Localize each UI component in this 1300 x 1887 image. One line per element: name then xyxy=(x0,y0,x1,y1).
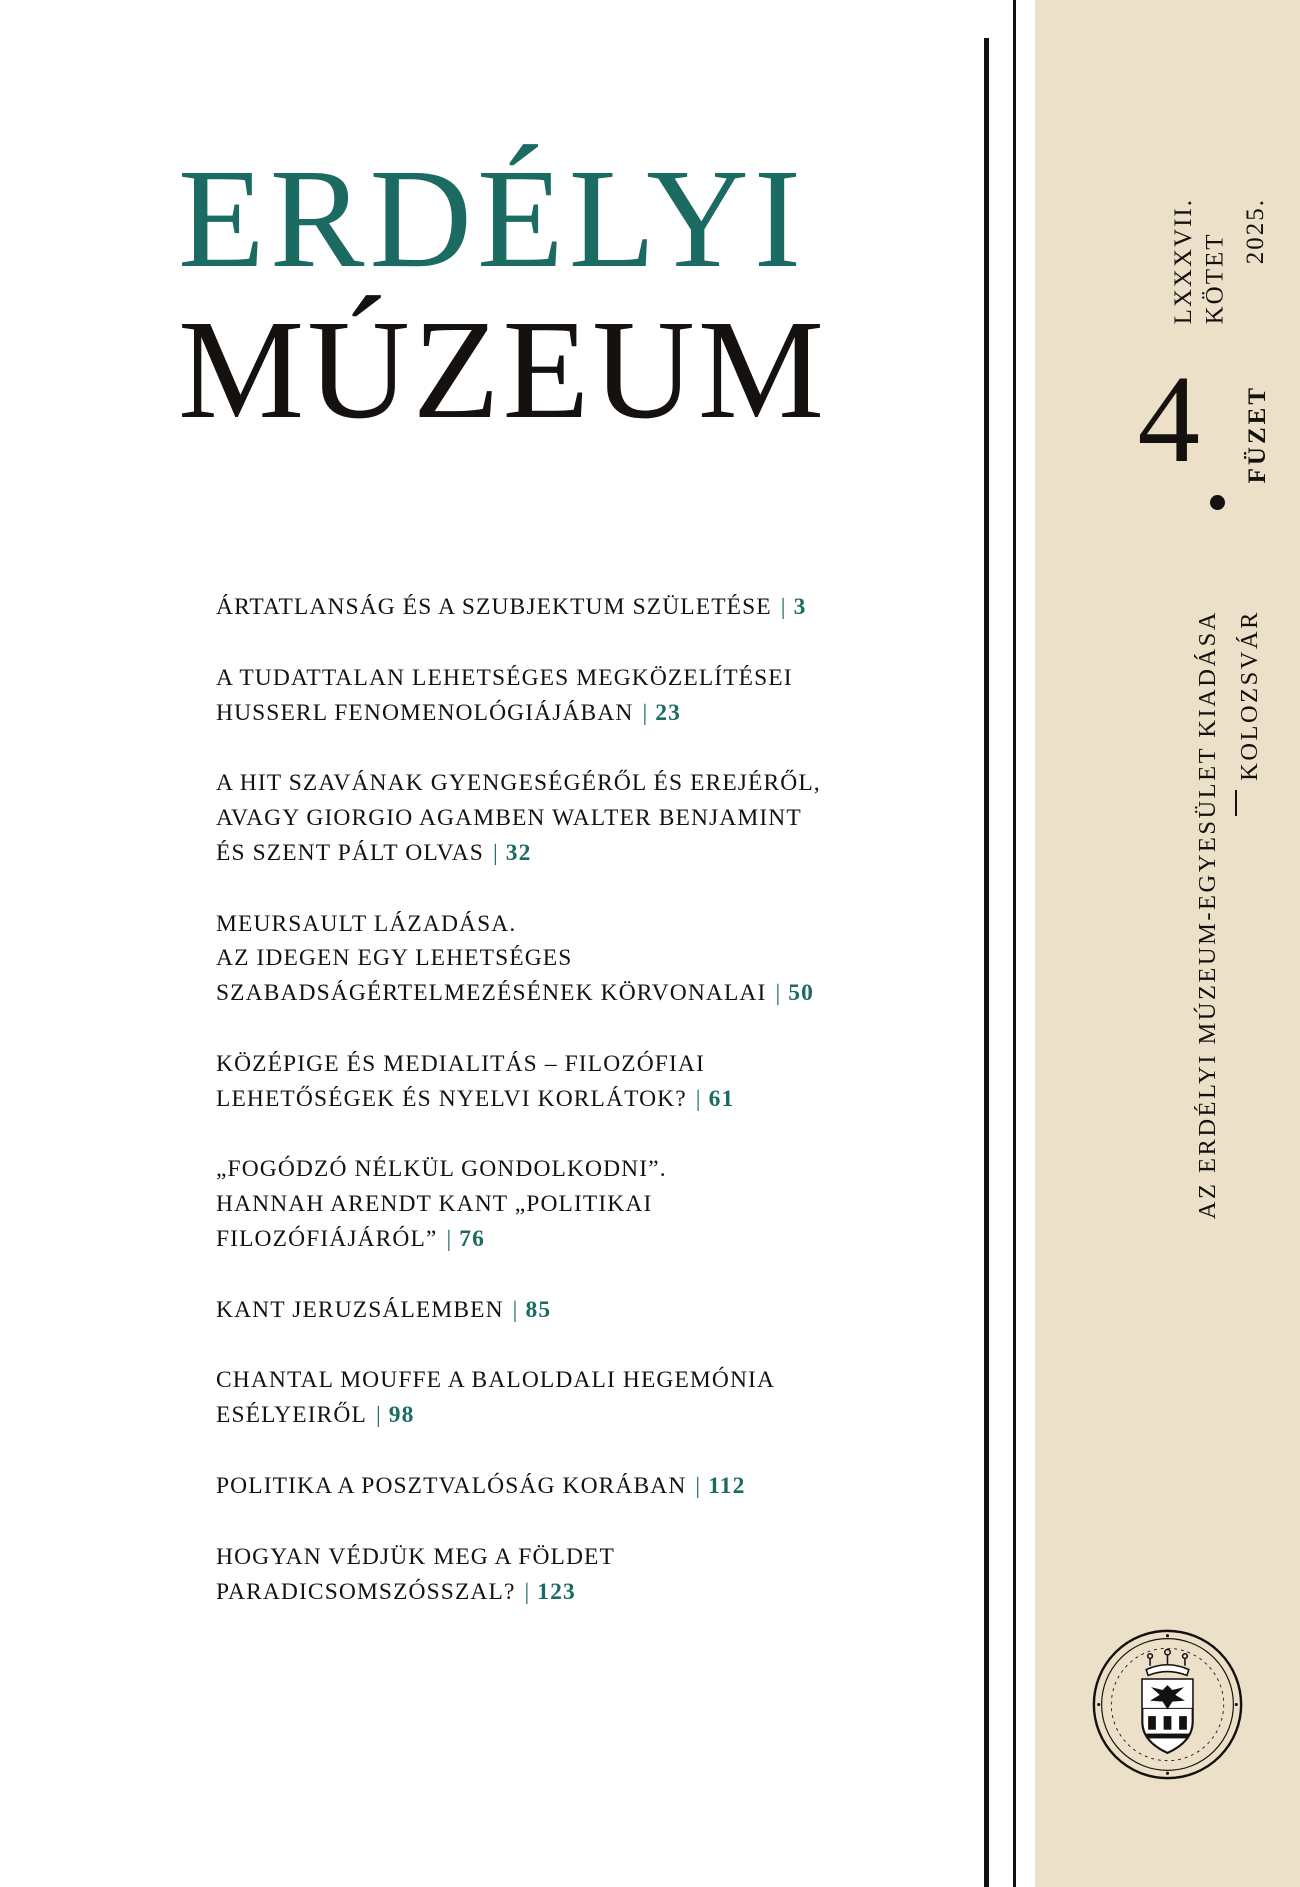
toc-title-line: KÖZÉPIGE ÉS MEDIALITÁS – FILOZÓFIAI xyxy=(216,1050,705,1077)
toc-title-line: SZABADSÁGÉRTELMEZÉSÉNEK KÖRVONALAI xyxy=(216,980,767,1007)
toc-title-line: ESÉLYEIRŐL xyxy=(216,1402,367,1429)
list-item[interactable] xyxy=(216,1540,956,1610)
list-item[interactable] xyxy=(216,1293,956,1328)
toc-title-line: POLITIKA A POSZTVALÓSÁG KORÁBAN xyxy=(216,1473,687,1500)
masthead xyxy=(178,139,998,449)
toc-separator: | xyxy=(695,1085,702,1112)
list-item[interactable] xyxy=(216,590,956,625)
table-of-contents xyxy=(216,590,956,1645)
toc-title-line: HUSSERL FENOMENOLÓGIÁJÁBAN xyxy=(216,699,634,726)
list-item[interactable] xyxy=(216,1469,956,1504)
list-item[interactable] xyxy=(216,907,956,1011)
toc-page-number: 23 xyxy=(655,699,681,726)
toc-title-line: CHANTAL MOUFFE A BALOLDALI HEGEMÓNIA xyxy=(216,1367,776,1394)
toc-title-line: A HIT SZAVÁNAK GYENGESÉGÉRŐL ÉS EREJÉRŐL, xyxy=(216,770,821,797)
publication-place: KOLOZSVÁR xyxy=(1236,610,1263,781)
publisher-name: AZ ERDÉLYI MÚZEUM-EGYESÜLET KIADÁSA xyxy=(1194,610,1221,1220)
publication-year: 2025. xyxy=(1242,198,1269,265)
toc-title-line: FILOZÓFIÁJÁRÓL” xyxy=(216,1225,438,1252)
toc-title-line: ÉS SZENT PÁLT OLVAS xyxy=(216,839,484,866)
toc-separator: | xyxy=(524,1578,531,1605)
toc-title-line: AVAGY GIORGIO AGAMBEN WALTER BENJAMINT xyxy=(216,805,802,832)
toc-title-line: PARADICSOMSZÓSSZAL? xyxy=(216,1578,516,1605)
toc-separator: | xyxy=(512,1296,519,1323)
vertical-rule-outer xyxy=(1013,0,1016,1887)
volume-line2: KÖTET xyxy=(1200,232,1228,325)
list-item[interactable] xyxy=(216,1047,956,1117)
issue-dot xyxy=(1210,495,1225,510)
toc-page-number: 76 xyxy=(459,1225,485,1252)
toc-separator: | xyxy=(775,980,782,1007)
toc-separator: | xyxy=(375,1402,382,1429)
toc-separator: | xyxy=(446,1225,453,1252)
toc-page-number: 3 xyxy=(793,594,807,620)
journal-title-line1: ERDÉLYI xyxy=(178,139,807,297)
toc-title-line: „FOGÓDZÓ NÉLKÜL GONDOLKODNI”. xyxy=(216,1156,667,1183)
toc-page-number: 61 xyxy=(708,1085,735,1112)
toc-page-number: 112 xyxy=(708,1473,746,1500)
toc-title-line: ÁRTATLANSÁG ÉS A SZUBJEKTUM SZÜLETÉSE xyxy=(216,594,772,620)
list-item[interactable] xyxy=(216,1363,956,1433)
toc-title-line: AZ IDEGEN EGY LEHETSÉGES xyxy=(216,945,573,972)
band-separator xyxy=(1235,790,1237,816)
toc-separator: | xyxy=(780,594,787,620)
toc-page-number: 50 xyxy=(788,980,814,1007)
journal-title-line2: MÚZEUM xyxy=(178,290,828,449)
issue-word: FÜZET xyxy=(1244,385,1271,484)
list-item[interactable] xyxy=(216,661,956,731)
toc-separator: | xyxy=(695,1473,702,1500)
emblem-icon xyxy=(1090,1627,1245,1782)
toc-title-line: LEHETŐSÉGEK ÉS NYELVI KORLÁTOK? xyxy=(216,1085,687,1112)
toc-page-number: 32 xyxy=(505,839,532,866)
toc-title-line: KANT JERUZSÁLEMBEN xyxy=(216,1296,504,1323)
toc-title-line: MEURSAULT LÁZADÁSA. xyxy=(216,910,517,937)
toc-title-line: HANNAH ARENDT KANT „POLITIKAI xyxy=(216,1191,653,1218)
volume-line1: LXXXVII. xyxy=(1169,198,1197,325)
toc-separator: | xyxy=(492,839,499,866)
list-item[interactable] xyxy=(216,766,956,870)
toc-separator: | xyxy=(642,699,649,726)
issue-number: 4 xyxy=(1137,351,1200,489)
volume-number xyxy=(1168,198,1231,324)
toc-title-line: A TUDATTALAN LEHETSÉGES MEGKÖZELÍTÉSEI xyxy=(216,664,793,691)
toc-page-number: 98 xyxy=(388,1402,415,1429)
toc-title-line: HOGYAN VÉDJÜK MEG A FÖLDET xyxy=(216,1543,615,1570)
toc-page-number: 85 xyxy=(525,1296,552,1323)
list-item[interactable] xyxy=(216,1152,956,1256)
toc-page-number: 123 xyxy=(537,1578,576,1605)
